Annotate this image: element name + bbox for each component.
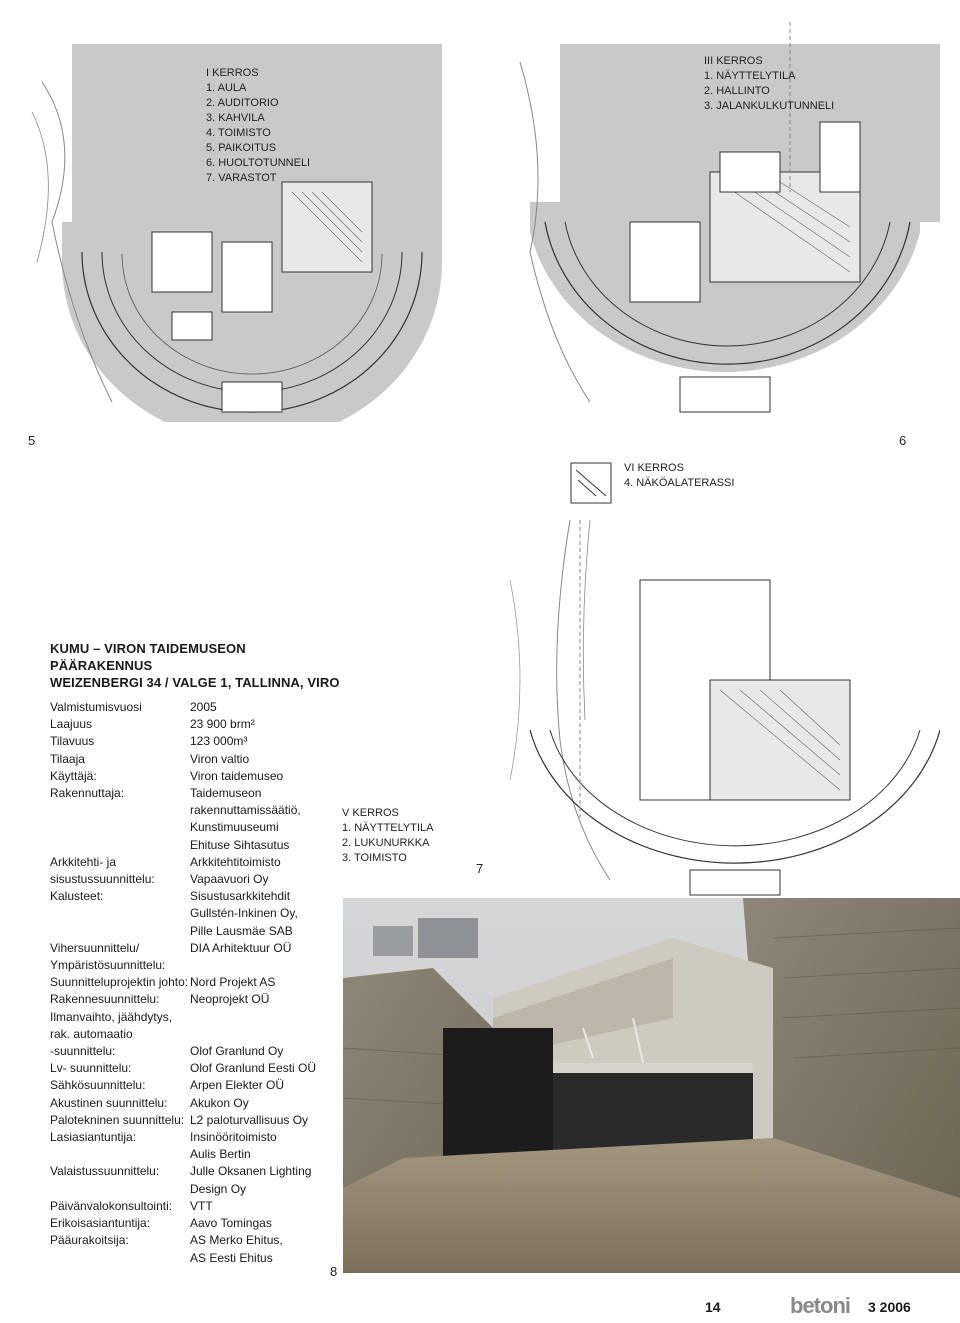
floor-plan-5-legend: I KERROS 1. AULA 2. AUDITORIO 3. KAHVILA 4. TOIMISTO 5. PAIKOITUS 6. HUOLTOTUNNELI 7. VARASTOT <box>206 67 311 184</box>
fact-value: Akukon Oy <box>190 1095 249 1110</box>
project-title-line1: KUMU – VIRON TAIDEMUSEON PÄÄRAKENNUS <box>50 641 246 673</box>
fact-row <box>50 716 350 733</box>
fact-row <box>50 1095 350 1112</box>
figure-number-5: 5 <box>28 433 36 448</box>
fact-value: L2 paloturvallisuus Oy <box>190 1112 309 1127</box>
fact-row <box>50 733 350 750</box>
fact-label: Valaistussuunnittelu: <box>50 1164 160 1179</box>
floor-plan-7-drawing <box>490 520 940 900</box>
construction-photo <box>343 898 960 1273</box>
fact-row <box>50 1232 350 1266</box>
fact-value: Arkkitehtitoimisto Vapaavuori Oy <box>190 854 281 887</box>
fact-value: Nord Projekt AS <box>190 975 276 990</box>
page-number: 14 <box>705 1299 721 1315</box>
fact-label: Käyttäjä: <box>50 768 97 783</box>
fact-row <box>50 1215 350 1232</box>
fact-row <box>50 854 350 888</box>
fact-label: Arkkitehti- ja sisustussuunnittelu: <box>50 854 155 887</box>
fact-row <box>50 1077 350 1094</box>
fact-value: Aavo Tomingas <box>190 1216 272 1231</box>
fact-row <box>50 888 350 940</box>
floor-plan-vi <box>566 460 616 508</box>
fact-row <box>50 1112 350 1129</box>
fact-label: Päivänvalokonsultointi: <box>50 1198 173 1213</box>
page-footer <box>700 1293 940 1321</box>
fact-value: Neoprojekt OÜ <box>190 992 270 1007</box>
construction-photo-image <box>343 898 960 1273</box>
fact-label: Rakennesuunnittelu: <box>50 992 160 1007</box>
fact-label: Tilaaja <box>50 751 85 766</box>
issue-number: 3 2006 <box>868 1299 911 1315</box>
fact-label: Rakennuttaja: <box>50 786 125 801</box>
fact-row <box>50 1129 350 1163</box>
fact-label: Laajuus <box>50 717 93 732</box>
floor-plan-vi-legend: VI KERROS 4. NÄKÖALATERASSI <box>624 462 735 489</box>
fact-row <box>50 991 350 1008</box>
fact-row <box>50 699 350 716</box>
magazine-brand: betoni <box>790 1293 850 1318</box>
fact-row <box>50 1060 350 1077</box>
figure-number-8: 8 <box>330 1264 338 1279</box>
fact-label: Ilmanvaihto, jäähdytys, rak. automaatio -suunnittelu: <box>50 1009 173 1059</box>
fact-row <box>50 751 350 768</box>
fact-label: Pääurakoitsija: <box>50 1233 129 1248</box>
floor-plan-7-legend: V KERROS 1. NÄYTTELYTILA 2. LUKUNURKKA 3. TOIMISTO <box>342 807 434 864</box>
fact-label: Palotekninen suunnittelu: <box>50 1112 185 1127</box>
fact-value: DIA Arhitektuur OÜ <box>190 940 292 955</box>
fact-row <box>50 1009 350 1061</box>
figure-number-6: 6 <box>899 433 907 448</box>
project-facts <box>50 699 350 1267</box>
fact-label: Lasiasiantuntija: <box>50 1130 137 1145</box>
fact-value: Arpen Elekter OÜ <box>190 1078 285 1093</box>
fact-value: AS Merko Ehitus, AS Eesti Ehitus <box>190 1233 283 1265</box>
fact-value: 123 000m³ <box>190 734 248 749</box>
fact-label: Vihersuunnittelu/ Ympäristösuunnittelu: <box>50 940 166 973</box>
fact-value: VTT <box>190 1198 213 1213</box>
project-title <box>50 640 350 691</box>
fact-label: Tilavuus <box>50 734 95 749</box>
fact-value: Taidemuseon rakennuttamissäätiö, Kunstimuuseumi Ehituse Sihtasutus <box>190 786 301 852</box>
fact-value: Viron valtio <box>190 751 250 766</box>
fact-row <box>50 940 350 974</box>
figure-number-7: 7 <box>476 861 484 876</box>
fact-row <box>50 785 350 854</box>
fact-label: Lv- suunnittelu: <box>50 1061 132 1076</box>
fact-label: Sähkösuunnittelu: <box>50 1078 146 1093</box>
fact-value: 23 900 brm² <box>190 717 255 732</box>
fact-label: Akustinen suunnittelu: <box>50 1095 168 1110</box>
fact-row <box>50 974 350 991</box>
project-title-line2: WEIZENBERGI 34 / VALGE 1, TALLINNA, VIRO <box>50 675 340 690</box>
fact-value: Insinööritoimisto Aulis Bertin <box>190 1130 277 1162</box>
fact-row <box>50 1198 350 1215</box>
fact-label: Kalusteet: <box>50 889 104 904</box>
fact-row <box>50 768 350 785</box>
floor-plan-vi-drawing <box>566 460 616 508</box>
fact-value: Viron taidemuseo <box>190 768 284 783</box>
fact-value: Olof Granlund Eesti OÜ <box>190 1061 317 1076</box>
floor-plan-7 <box>490 520 940 900</box>
fact-label: Erikoisasiantuntija: <box>50 1216 151 1231</box>
fact-row <box>50 1163 350 1197</box>
fact-label: Valmistumisvuosi <box>50 700 142 714</box>
floor-plan-6-legend: III KERROS 1. NÄYTTELYTILA 2. HALLINTO 3. JALANKULKUTUNNELI <box>704 55 835 112</box>
fact-value: Sisustusarkkitehdit Gullstén-Inkinen Oy, Pille Lausmäe SAB <box>190 889 298 938</box>
fact-value: Julle Oksanen Lighting Design Oy <box>190 1164 312 1196</box>
fact-value: Olof Granlund Oy <box>190 1044 284 1059</box>
fact-value: 2005 <box>190 700 217 714</box>
fact-label: Suunnitteluprojektin johto: <box>50 975 189 990</box>
